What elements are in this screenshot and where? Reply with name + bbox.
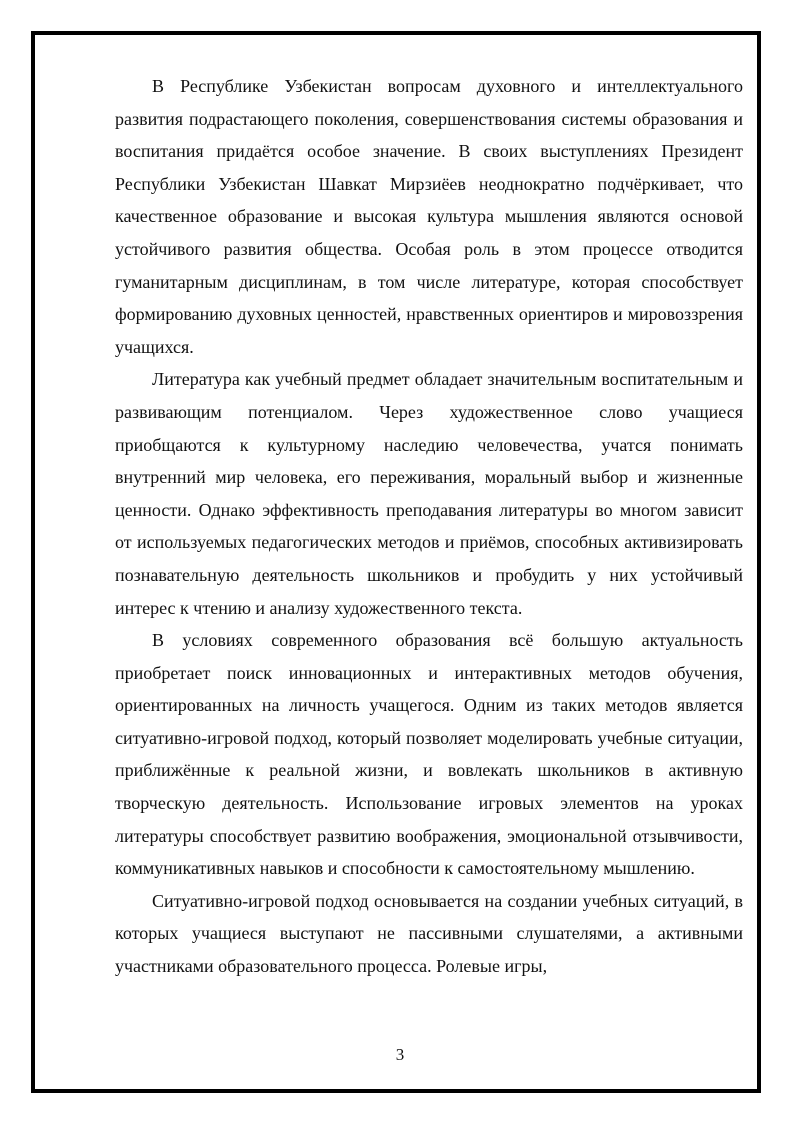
paragraph-1: В Республике Узбекистан вопросам духовного и интеллектуального развития подрастающего поколения, совершенствования системы образования и воспитания придаётся особое значение. В своих выступлениях Президент Республики Узбекистан Шавкат Мирзиёев неоднократно подчёркивает, что качественное образование и высокая культура мышления являются основой устойчивого развития общества. Особая роль в этом процессе отводится гуманитарным дисциплинам, в том числе литературе, которая способствует формированию духовных ценностей, нравственных ориентиров и мировоззрения учащихся. [115, 76, 743, 357]
paragraph-3: В условиях современного образования всё большую актуальность приобретает поиск инновационных и интерактивных методов обучения, ориентированных на личность учащегося. Одним из таких методов является ситуативно-игровой подход, который позволяет моделировать учебные ситуации, приближённые к реальной жизни, и вовлекать школьников в активную творческую деятельность. Использование игровых элементов на уроках литературы способствует развитию воображения, эмоциональной отзывчивости, коммуникативных навыков и способности к самостоятельному мышлению. [115, 630, 743, 879]
document-body [115, 70, 743, 983]
paragraph-2: Литература как учебный предмет обладает значительным воспитательным и развивающим потенциалом. Через художественное слово учащиеся приобщаются к культурному наследию человечества, учатся понимать внутренний мир человека, его переживания, моральный выбор и жизненные ценности. Однако эффективность преподавания литературы во многом зависит от используемых педагогических методов и приёмов, способных активизировать познавательную деятельность школьников и пробудить у них устойчивый интерес к чтению и анализу художественного текста. [115, 369, 743, 618]
paragraph-4: Ситуативно-игровой подход основывается на создании учебных ситуаций, в которых учащиеся выступают не пассивными слушателями, а активными участниками образовательного процесса. Ролевые игры, [115, 890, 743, 977]
page-number: 3 [395, 1045, 405, 1064]
